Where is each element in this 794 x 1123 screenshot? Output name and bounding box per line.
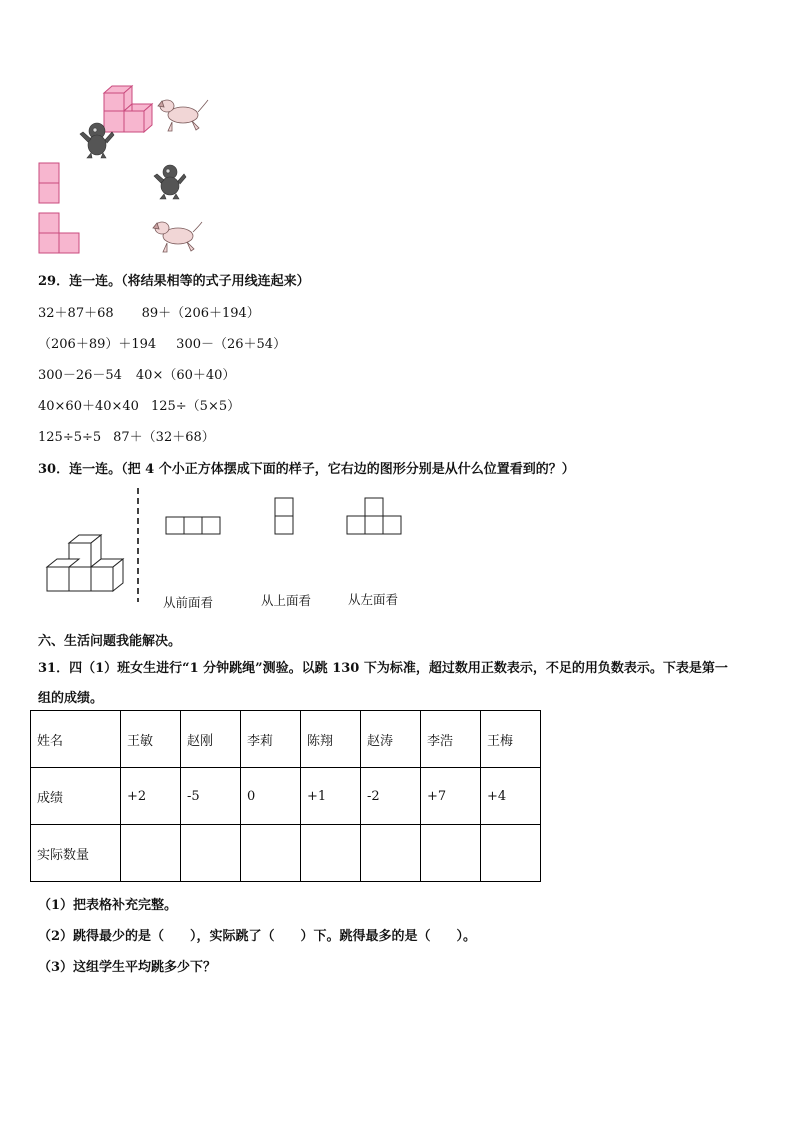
answer-cell[interactable] [181,825,241,882]
table-cell: 成绩 [31,768,121,825]
expression-row [38,395,240,414]
monkey-icon [154,165,186,199]
table-row [31,768,541,825]
table-cell: 陈翔 [301,711,361,768]
table-cell: -5 [181,768,241,825]
question-31-intro-cont: 组的成绩。 [38,691,104,706]
sub-question-3: （3）这组学生平均跳多少下？ [38,960,217,975]
table-row [31,711,541,768]
view-label-left[interactable]: 从左面看 [348,592,399,607]
question-30-title: 30．连一连。（把 4 个小正方体摆成下面的样子，它右边的图形分别是从什么位置看到的？） [38,462,575,477]
right-expression[interactable]: 40×（60＋40） [135,368,236,383]
right-expression[interactable]: 125÷（5×5） [150,399,241,414]
expression-row [38,302,260,321]
table-cell: 姓名 [31,711,121,768]
expression-row [38,426,215,445]
question-31-intro: 31．四（1）班女生进行“1 分钟跳绳”测验。以跳 130 下为标准，超过数用正数表示，不足的用负数表示。下表是第一 [38,661,728,676]
left-expression[interactable]: 40×60＋40×40 [38,399,139,414]
dog-icon [158,100,208,131]
sub-question-2: （2）跳得最少的是（ ），实际跳了（ ）下。跳得最多的是（ ）。 [38,929,477,944]
left-expression[interactable]: 125÷5÷5 [38,430,102,445]
view-label-front[interactable]: 从前面看 [163,595,214,610]
left-expression[interactable]: （206＋89）＋194 [38,337,157,352]
table-cell: 李莉 [241,711,301,768]
table-cell: 实际数量 [31,825,121,882]
expression-row [38,333,286,352]
answer-cell[interactable] [421,825,481,882]
table-cell: 赵刚 [181,711,241,768]
expression-row [38,364,235,383]
sub-question-1: （1）把表格补充完整。 [38,898,178,913]
table-row [31,825,541,882]
table-cell: +4 [481,768,541,825]
table-cell: 李浩 [421,711,481,768]
table-cell: 0 [241,768,301,825]
right-expression[interactable]: 87＋（32＋68） [113,430,215,445]
table-cell: +7 [421,768,481,825]
table-cell: +1 [301,768,361,825]
left-expression[interactable]: 300－26－54 [38,368,122,383]
answer-cell[interactable] [121,825,181,882]
view-label-top[interactable]: 从上面看 [261,593,312,608]
table-cell: -2 [361,768,421,825]
table-cell: 王梅 [481,711,541,768]
left-expression[interactable]: 32＋87＋68 [38,306,114,321]
section-6-title: 六、生活问题我能解决。 [38,634,182,649]
question-29-title: 29．连一连。（将结果相等的式子用线连起来） [38,274,310,289]
answer-cell[interactable] [361,825,421,882]
right-expression[interactable]: 89＋（206＋194） [141,306,260,321]
answer-cell[interactable] [481,825,541,882]
table-cell: +2 [121,768,181,825]
cube-stack-figure [0,0,794,260]
table-cell: 赵涛 [361,711,421,768]
table-cell: 王敏 [121,711,181,768]
answer-cell[interactable] [301,825,361,882]
dog-icon [153,222,202,252]
score-table [30,710,541,882]
answer-cell[interactable] [241,825,301,882]
right-expression[interactable]: 300－（26＋54） [176,337,287,352]
